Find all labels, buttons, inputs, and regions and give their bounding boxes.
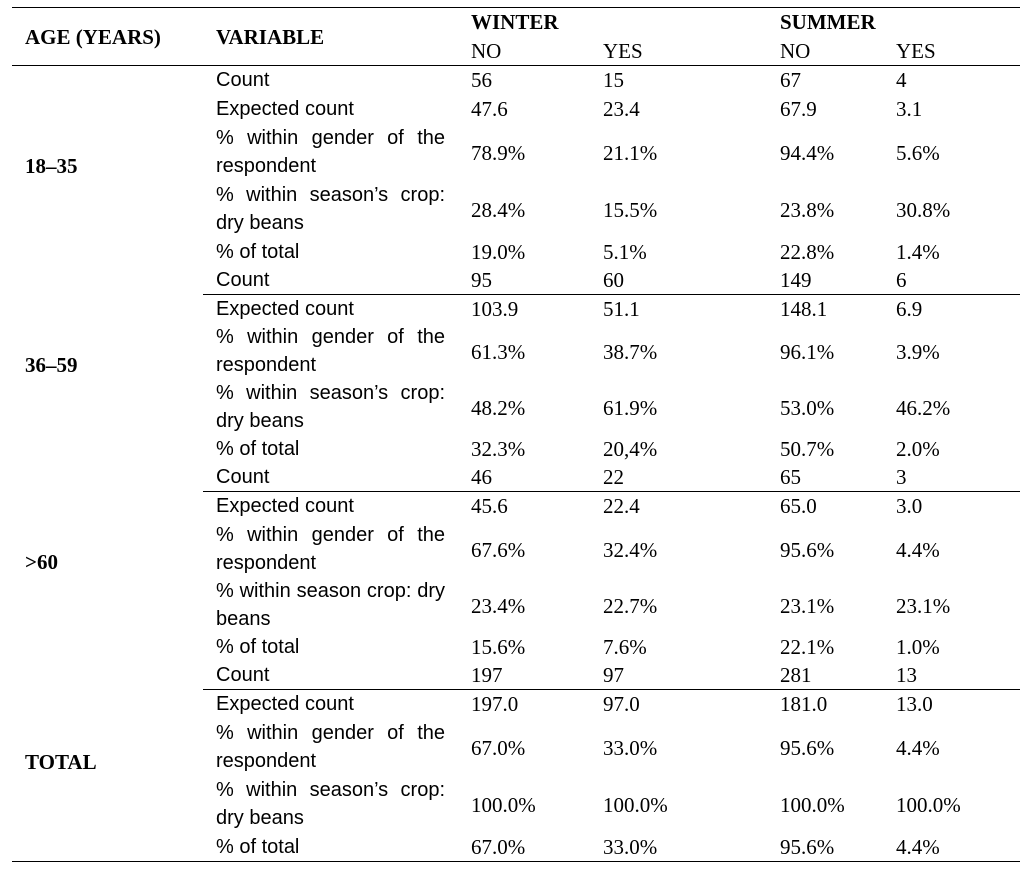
cell-winter-no: 56 — [471, 68, 492, 92]
group-label: 18–35 — [25, 154, 78, 178]
cell-winter-no: 95 — [471, 268, 492, 292]
cell-summer-no: 95.6% — [780, 736, 835, 760]
cell-winter-yes: 15.5% — [603, 198, 658, 222]
row-label: Count — [216, 466, 270, 488]
cell-winter-yes: 22 — [603, 465, 624, 489]
cell-winter-no: 48.2% — [471, 396, 526, 420]
cell-summer-yes: 2.0% — [896, 437, 940, 461]
cell-summer-no: 23.8% — [780, 198, 835, 222]
header-age: AGE (YEARS) — [25, 25, 161, 49]
cell-summer-yes: 3.1 — [896, 97, 923, 121]
cell-winter-no: 67.0% — [471, 835, 526, 859]
cell-winter-yes: 7.6% — [603, 635, 647, 659]
cell-winter-yes: 33.0% — [603, 736, 658, 760]
cell-summer-yes: 100.0% — [896, 793, 961, 817]
cell-winter-yes: 100.0% — [603, 793, 668, 817]
cell-winter-yes: 5.1% — [603, 240, 647, 264]
group-label: >60 — [25, 550, 58, 574]
cell-summer-yes: 4 — [896, 68, 907, 92]
row-label: % within season’s crop: dry beans — [216, 779, 445, 829]
cell-summer-no: 148.1 — [780, 297, 828, 321]
cell-winter-yes: 60 — [603, 268, 624, 292]
bottom-rule — [12, 861, 1020, 862]
cell-summer-yes: 3.0 — [896, 494, 923, 518]
cell-winter-no: 28.4% — [471, 198, 526, 222]
cell-winter-yes: 15 — [603, 68, 624, 92]
cell-winter-no: 78.9% — [471, 141, 526, 165]
cell-winter-no: 61.3% — [471, 340, 526, 364]
cell-summer-no: 96.1% — [780, 340, 835, 364]
cell-winter-yes: 61.9% — [603, 396, 658, 420]
header-winter-no: NO — [471, 39, 502, 63]
header-summer: SUMMER — [780, 10, 876, 34]
cell-summer-yes: 46.2% — [896, 396, 951, 420]
row-label: Expected count — [216, 693, 354, 715]
cell-summer-no: 65 — [780, 465, 801, 489]
cell-summer-yes: 3 — [896, 465, 907, 489]
cell-summer-yes: 23.1% — [896, 594, 951, 618]
cell-winter-yes: 21.1% — [603, 141, 658, 165]
cell-summer-no: 65.0 — [780, 494, 817, 518]
cell-winter-no: 23.4% — [471, 594, 526, 618]
cell-winter-no: 67.0% — [471, 736, 526, 760]
cell-summer-yes: 1.0% — [896, 635, 940, 659]
row-label: Count — [216, 69, 270, 91]
header-rule — [12, 65, 1020, 66]
group-label: 36–59 — [25, 353, 78, 377]
cell-summer-no: 95.6% — [780, 835, 835, 859]
row-label: % of total — [216, 636, 300, 658]
cell-summer-no: 181.0 — [780, 692, 828, 716]
cell-winter-no: 45.6 — [471, 494, 508, 518]
cell-winter-no: 67.6% — [471, 538, 526, 562]
cell-summer-yes: 6 — [896, 268, 907, 292]
cell-winter-yes: 33.0% — [603, 835, 658, 859]
cell-summer-no: 53.0% — [780, 396, 835, 420]
cell-summer-no: 281 — [780, 663, 812, 687]
header-summer-yes: YES — [896, 39, 936, 63]
cell-summer-yes: 13 — [896, 663, 917, 687]
row-label: % of total — [216, 836, 300, 858]
row-label: % within gender of the respondent — [216, 326, 445, 376]
row-label: % within season crop: dry beans — [216, 580, 445, 630]
row-label: Count — [216, 269, 270, 291]
top-rule — [12, 7, 1020, 8]
cell-winter-no: 100.0% — [471, 793, 536, 817]
cell-summer-yes: 4.4% — [896, 538, 940, 562]
cell-summer-no: 100.0% — [780, 793, 845, 817]
cell-winter-yes: 22.7% — [603, 594, 658, 618]
cell-winter-yes: 51.1 — [603, 297, 640, 321]
cell-summer-yes: 5.6% — [896, 141, 940, 165]
header-winter: WINTER — [471, 10, 559, 34]
cell-summer-no: 22.1% — [780, 635, 835, 659]
cell-summer-no: 67 — [780, 68, 801, 92]
cell-winter-yes: 38.7% — [603, 340, 658, 364]
header-summer-no: NO — [780, 39, 811, 63]
row-label: Count — [216, 664, 270, 686]
cell-winter-no: 32.3% — [471, 437, 526, 461]
cell-summer-yes: 13.0 — [896, 692, 933, 716]
cell-summer-no: 67.9 — [780, 97, 817, 121]
cell-winter-no: 46 — [471, 465, 492, 489]
header-winter-yes: YES — [603, 39, 643, 63]
cell-summer-yes: 6.9 — [896, 297, 923, 321]
cell-summer-no: 149 — [780, 268, 812, 292]
row-label: % within season’s crop: dry beans — [216, 382, 445, 432]
group-label: TOTAL — [25, 750, 97, 774]
cell-winter-no: 103.9 — [471, 297, 519, 321]
cell-winter-no: 197 — [471, 663, 503, 687]
row-label: Expected count — [216, 495, 354, 517]
header-variable: VARIABLE — [216, 25, 325, 49]
row-label: % within season’s crop: dry beans — [216, 184, 445, 234]
cell-winter-yes: 23.4 — [603, 97, 640, 121]
cell-winter-no: 197.0 — [471, 692, 519, 716]
cell-winter-no: 47.6 — [471, 97, 508, 121]
row-label: % within gender of the respondent — [216, 524, 445, 574]
cell-winter-yes: 97.0 — [603, 692, 640, 716]
row-label: % of total — [216, 241, 300, 263]
cell-summer-yes: 4.4% — [896, 736, 940, 760]
cell-winter-yes: 20,4% — [603, 437, 658, 461]
cell-summer-yes: 3.9% — [896, 340, 940, 364]
row-label: % within gender of the respondent — [216, 722, 445, 772]
cell-winter-yes: 32.4% — [603, 538, 658, 562]
cell-winter-no: 15.6% — [471, 635, 526, 659]
cell-summer-yes: 30.8% — [896, 198, 951, 222]
cell-winter-yes: 22.4 — [603, 494, 640, 518]
cell-summer-no: 50.7% — [780, 437, 835, 461]
cell-summer-no: 22.8% — [780, 240, 835, 264]
cell-winter-no: 19.0% — [471, 240, 526, 264]
cell-summer-yes: 1.4% — [896, 240, 940, 264]
cell-summer-no: 94.4% — [780, 141, 835, 165]
cell-summer-yes: 4.4% — [896, 835, 940, 859]
row-label: % within gender of the respondent — [216, 127, 445, 177]
row-label: Expected count — [216, 298, 354, 320]
cell-summer-no: 95.6% — [780, 538, 835, 562]
row-label: % of total — [216, 438, 300, 460]
row-label: Expected count — [216, 98, 354, 120]
cell-summer-no: 23.1% — [780, 594, 835, 618]
cell-winter-yes: 97 — [603, 663, 624, 687]
